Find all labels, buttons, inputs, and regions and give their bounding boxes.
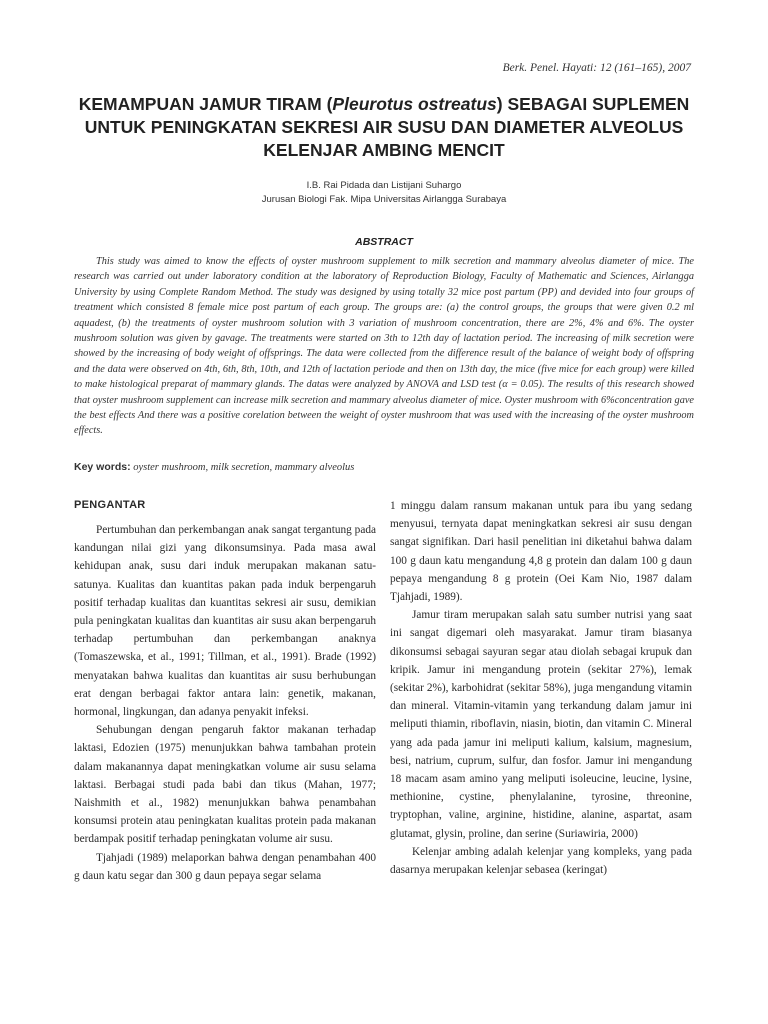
author-affiliation: Jurusan Biologi Fak. Mipa Universitas Airlangga Surabaya <box>261 194 507 205</box>
right-column <box>390 497 692 879</box>
right-paragraph-3: Kelenjar ambing adalah kelenjar yang kompleks, yang pada dasarnya merupakan kelenjar sebasea (keringat) <box>390 845 692 877</box>
keywords-label: Key words: <box>74 461 131 473</box>
article-title <box>70 93 698 162</box>
left-column <box>74 497 376 885</box>
author-block <box>70 179 698 207</box>
abstract-text: This study was aimed to know the effects of oyster mushroom supplement to milk secretion and mammary alveolus diameter of mice. The research was carried out under laboratory condition at the laboratory of Reproduction Biology, Faculty of Mathematic and Sciences, Airlangga University by using Complete Random Method. The study was designed by using totally 32 mice post partum (PP) and devided into four groups of treatment which consisted 8 female mice post partum of each group. The groups are: (a) the control groups, the groups that were given 0.2 ml aquadest, (b) the treatments of oyster mushroom solution with 3 variation of mushroom concentration, there are 2%, 4% and 6%. The oyster mushroom solution was given by gavage. The treatments were started on 3th to 12th day of lactation period. The increasing of milk secretion were showed by the increasing of body weight of offsprings. The data were collected from the difference result of the balance of weight body of offspring and the data were observed on 4th, 6th, 8th, 10th, and 12th of lactation periode and then on 13th day, the mice (five mice for each group) were killed to make histological preparat of mammary glands. The datas were analyzed by ANOVA and LSD test (α = 0.05). The results of this research showed that oyster mushroom supplement can increase milk secretion and mammary alveolus diameter of mice. Oyster mushroom with 6%concentration gave the best effects And there was a positive corelation between the weight of oyster mushroom that was used with the increasing of the oyster mushroom effects. <box>74 256 694 437</box>
journal-citation: Berk. Penel. Hayati: 12 (161–165), 2007 <box>502 62 691 74</box>
keywords-line <box>74 461 694 473</box>
title-part-2: ) SEBAGAI SUPLEMEN UNTUK PENINGKATAN SEKRESI AIR SUSU DAN DIAMETER ALVEOLUS KELENJAR AMBING MENCIT <box>84 94 690 160</box>
right-paragraph-2: Jamur tiram merupakan salah satu sumber nutrisi yang saat ini sangat digemari oleh masyarakat. Jamur tiram biasanya dikonsumsi sebagai sayuran segar atau diolah sebagai krupuk dan kripik. Jamur ini mengandung protein (sekitar 27%), lemak (sekitar 2%), karbohidrat (sekitar 58%), juga mengandung vitamin dan mineral. Vitamin-vitamin yang terkandung dalam jamur ini meliputi thiamin, riboflavin, niasin, biotin, dan vitamin C. Mineral yang ada pada jamur ini meliputi kalium, kalsium, magnesium, besi, natrium, cuprum, sulfur, dan fosfor. Jamur ini mengandung 18 macam asam amino yang meliputi isoleucine, leucine, lysine, methionine, cystine, phenylalanine, tyrosine, threonine, tryptophan, valine, arginine, histidine, alanine, aspartat, asam glutamat, glysin, proline, dan serine (Suriawiria, 2000) <box>390 609 692 840</box>
section-heading: PENGANTAR <box>74 499 146 511</box>
title-species: Pleurotus ostreatus <box>332 94 497 114</box>
title-part-1: KEMAMPUAN JAMUR TIRAM ( <box>78 94 333 114</box>
right-paragraph-1: 1 minggu dalam ransum makanan untuk para ibu yang sedang menyusui, ternyata dapat meningkatkan sekresi air susu dengan sangat signifikan. Dari hasil penelitian ini diketahui bahwa dalam 100 g daun katu mengandung 4,8 g protein dan dalam 100 g daun pepaya mengandung 8 g protein (Oei Kam Nio, 1987 dalam Tjahjadi, 1989). <box>390 500 692 604</box>
abstract-heading: ABSTRACT <box>355 236 413 248</box>
left-paragraph-2: Sehubungan dengan pengaruh faktor makanan terhadap laktasi, Edozien (1975) menunjukkan bahwa tambahan protein dalam makanannya dapat meningkatkan volume air susu selama laktasi. Berbagai studi pada babi dan tikus (Mahan, 1977; Naishmith et al., 1982) menunjukkan bahwa penambahan konsumsi protein atau peningkatan kualitas protein pada makanan berdampak positif terhadap peningkatan volume air susu. <box>74 724 376 846</box>
left-paragraph-3: Tjahjadi (1989) melaporkan bahwa dengan penambahan 400 g daun katu segar dan 300 g daun pepaya segar selama <box>74 851 376 882</box>
author-names: I.B. Rai Pidada dan Listijani Suhargo <box>306 180 462 191</box>
left-paragraph-1: Pertumbuhan dan perkembangan anak sangat tergantung pada kandungan nilai gizi yang dikonsumsinya. Pada masa awal kehidupan anak, susu dari induk merupakan makanan satu-satunya. Kualitas dan kuantitas pakan pada induk berpengaruh positif terhadap kualitas dan kuantitas sekresi air susu, demikian pula peningkatan kualitas dan kuantitas air susu akan berpengaruh terhadap pertumbuhan dan perkembangan anaknya (Tomaszewska, et al., 1991; Tillman, et al., 1991). Brade (1992) menyatakan bahwa kualitas dan kuantitas air susu berhubungan erat dengan berbagai faktor antara lain: genetik, makanan, hormonal, lingkungan, dan adanya penyakit infeksi. <box>74 524 376 719</box>
keywords-list: oyster mushroom, milk secretion, mammary alveolus <box>133 462 355 473</box>
